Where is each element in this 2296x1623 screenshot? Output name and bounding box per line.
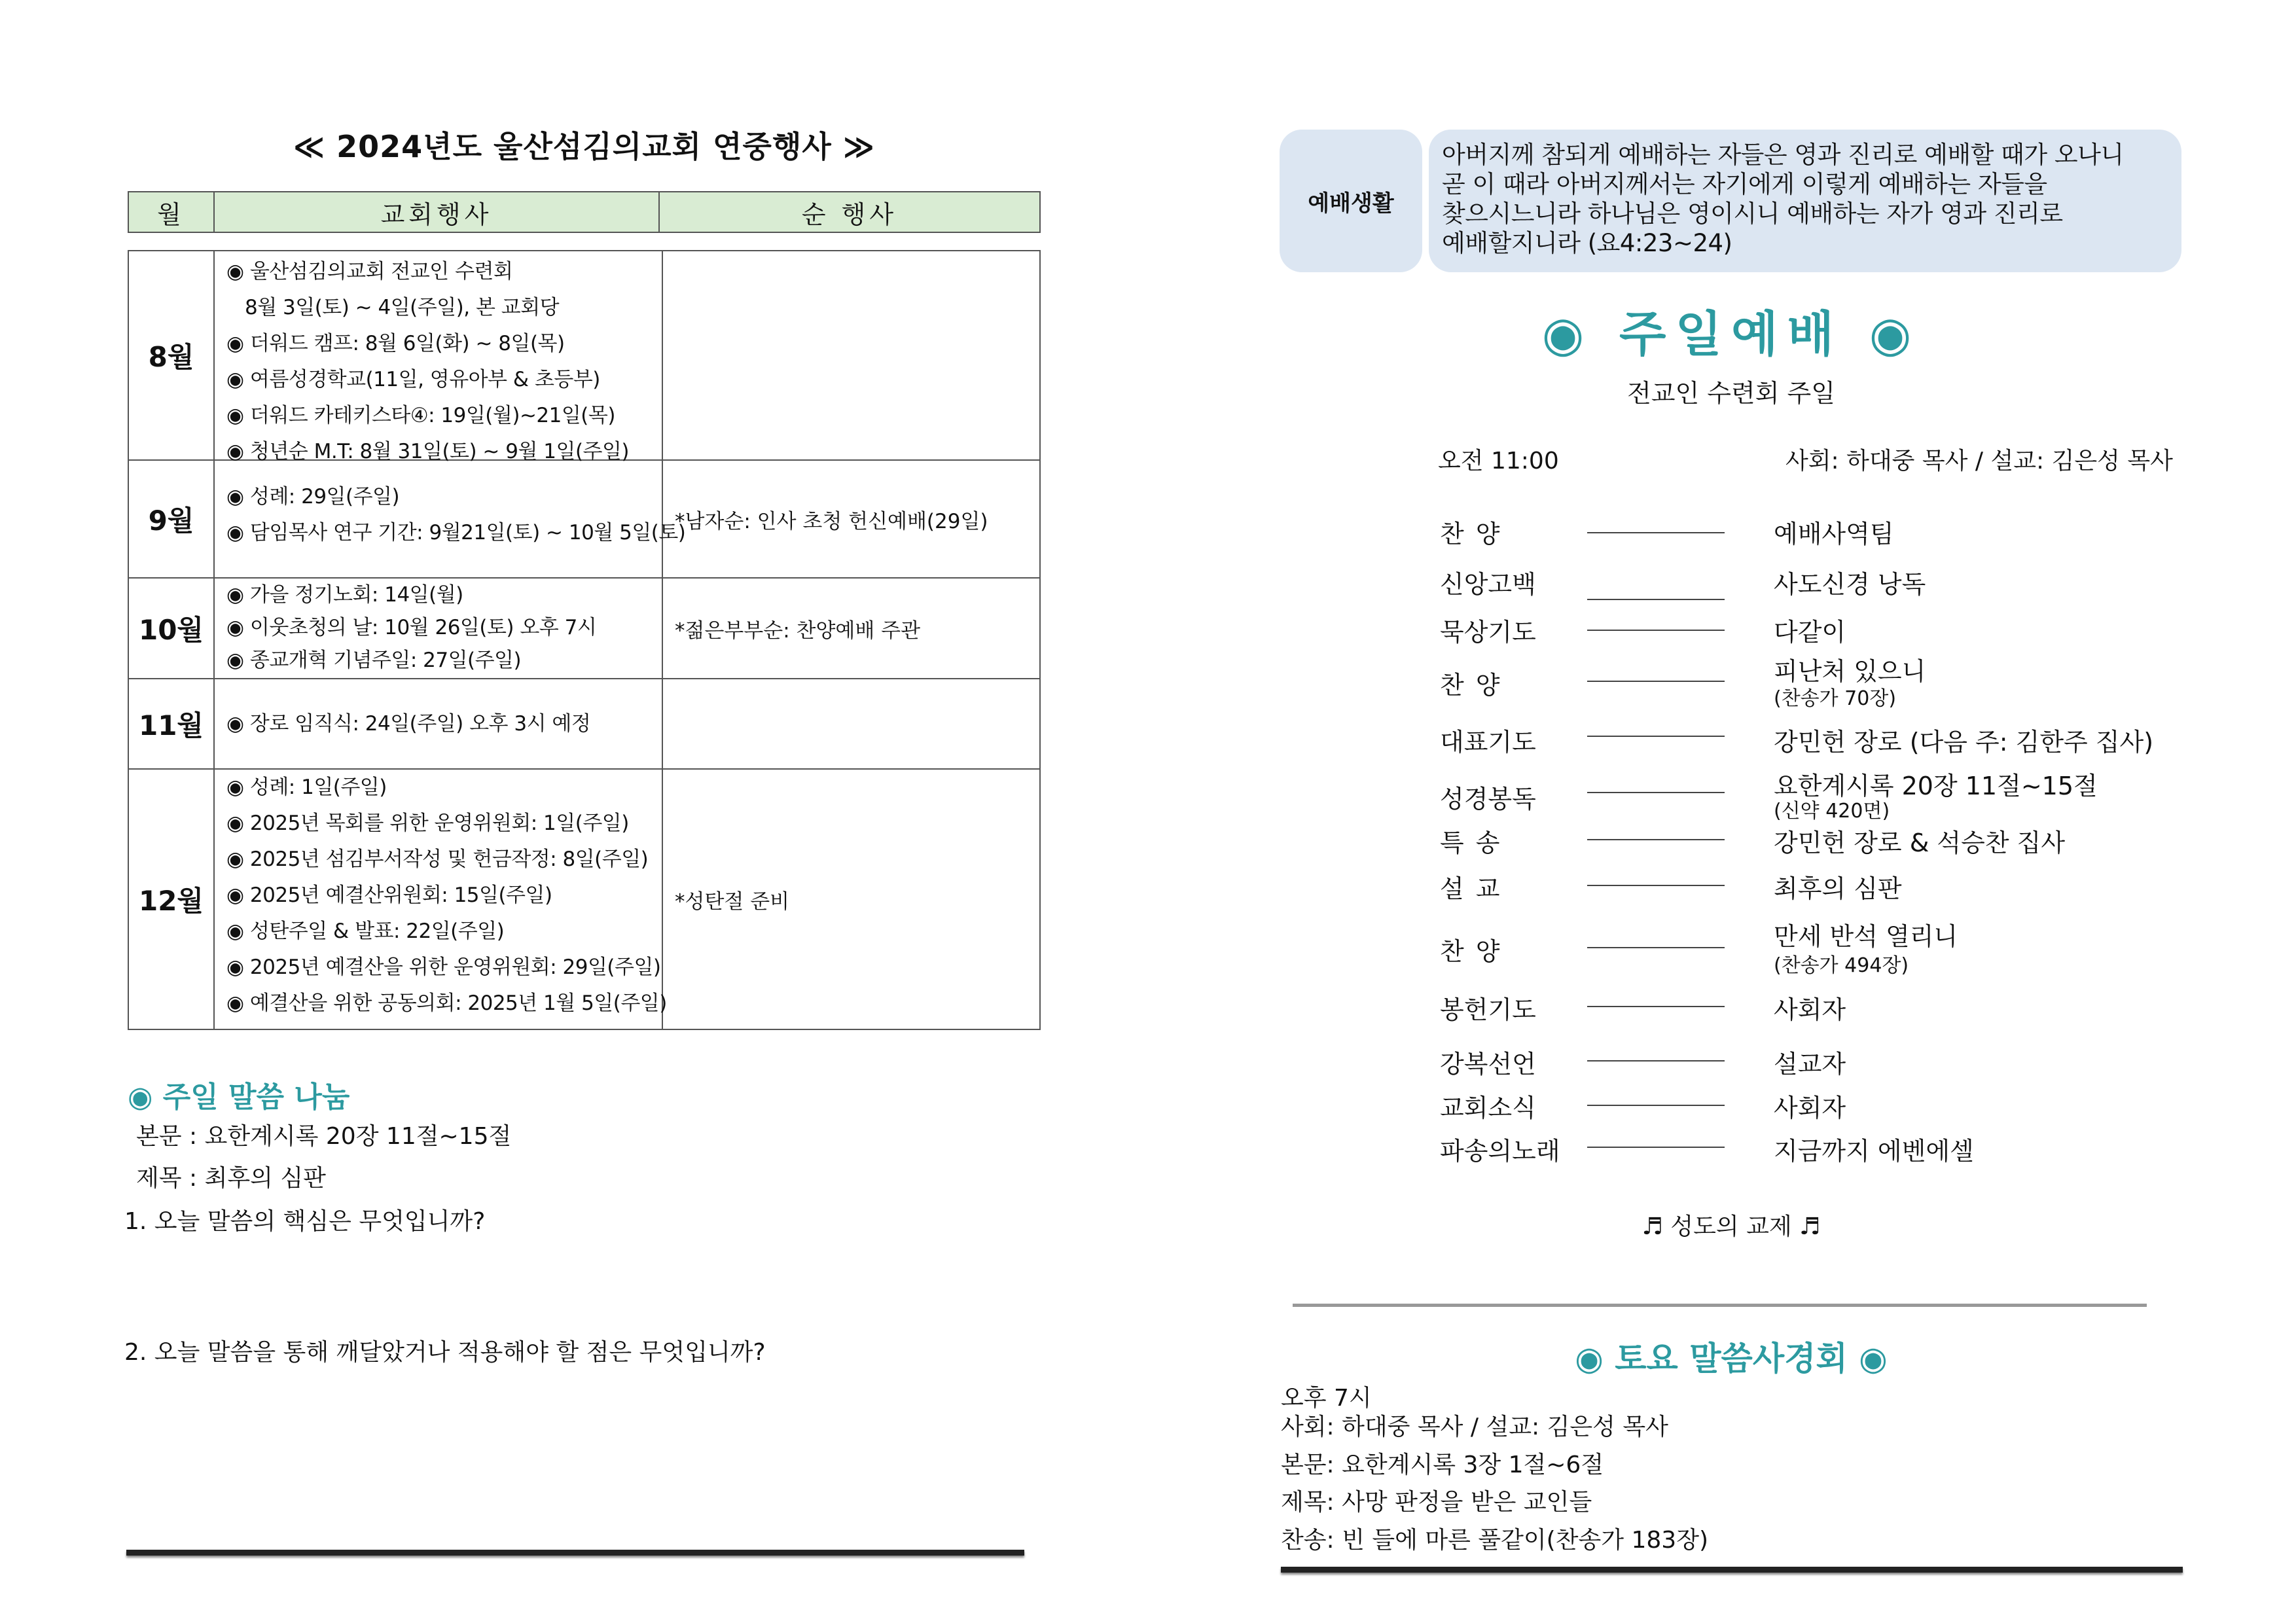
order-item-name: 신앙고백: [1440, 570, 1536, 599]
event-line: ◉ 담임목사 연구 기간: 9월21일(토) ~ 10월 5일(토): [226, 521, 686, 544]
order-dotted-line: [1587, 839, 1725, 840]
sunday-service-subtitle: 전교인 수련회 주일: [1627, 379, 1835, 408]
church-events-cell: [215, 579, 663, 678]
event-line: ◉ 2025년 목회를 위한 운영위원회: 1일(주일): [226, 812, 629, 835]
group-events-cell: *남자순: 인사 초청 헌신예배(29일): [675, 509, 988, 533]
church-events-cell: [215, 251, 663, 463]
saturday-leaders: 사회: 하대중 목사 / 설교: 김은성 목사: [1281, 1414, 1668, 1440]
service-leaders: 사회: 하대중 목사 / 설교: 김은성 목사: [1785, 448, 2173, 474]
event-line: 8월 3일(토) ~ 4일(주일), 본 교회당: [245, 296, 560, 319]
table-row: [129, 577, 1039, 678]
group-events-cell: [663, 251, 1039, 459]
order-item-name: 교회소식: [1440, 1094, 1536, 1122]
saturday-passage: 본문: 요한계시록 3장 1절~6절: [1281, 1452, 1604, 1478]
order-item-note: (신약 420면): [1774, 800, 1890, 823]
left-bottom-divider: [126, 1550, 1024, 1556]
header-month: 월: [129, 192, 215, 232]
verse-line: 곧 이 때라 아버지께서는 자기에게 이렇게 예배하는 자들을: [1442, 170, 2047, 198]
event-line: ◉ 청년순 M.T: 8월 31일(토) ~ 9월 1일(주일): [226, 440, 630, 463]
verse-line: 찾으시느니라 하나님은 영이시니 예배하는 자가 영과 진리로: [1442, 200, 2063, 228]
event-line: ◉ 2025년 섬김부서작성 및 헌금작정: 8일(주일): [226, 847, 649, 871]
order-item-name: 특송: [1440, 829, 1512, 857]
order-item-name: 대표기도: [1440, 728, 1536, 757]
event-line: ◉ 예결산을 위한 공동의회: 2025년 1월 5일(주일): [226, 991, 667, 1015]
sermon-sharing-title: ◉ 주일 말씀 나눔: [128, 1080, 350, 1114]
event-line: ◉ 가을 정기노회: 14일(월): [226, 583, 463, 607]
events-table-header: [128, 191, 1041, 233]
saturday-study-title: ◉ 토요 말씀사경회 ◉: [1575, 1340, 1888, 1378]
saturday-time: 오후 7시: [1281, 1385, 1372, 1412]
group-events-cell: *젊은부부순: 찬양예배 주관: [675, 618, 921, 643]
order-dotted-line: [1587, 1147, 1725, 1148]
order-item-name: 성경봉독: [1440, 785, 1536, 813]
scripture-verse-box: [1429, 130, 2181, 272]
order-dotted-line: [1587, 681, 1725, 682]
month-cell: 11월: [129, 679, 215, 768]
order-item-note: (찬송가 494장): [1774, 954, 1909, 977]
order-item-value: 예배사역팀: [1774, 520, 1894, 548]
order-dotted-line: [1587, 532, 1725, 533]
church-events-cell: [215, 679, 663, 768]
service-time: 오전 11:00: [1438, 448, 1559, 474]
worship-life-label: 예배생활: [1280, 130, 1422, 272]
order-item-name: 찬양: [1440, 520, 1512, 548]
order-dotted-line: [1587, 947, 1725, 948]
church-events-cell: [215, 461, 686, 577]
events-table: [128, 250, 1041, 1030]
order-dotted-line: [1587, 885, 1725, 886]
event-line: ◉ 성탄주일 & 발표: 22일(주일): [226, 919, 505, 943]
header-group-events: 순 행사: [801, 200, 898, 229]
order-item-value: 요한계시록 20장 11절~15절: [1774, 772, 2098, 800]
order-item-value: 강민헌 장로 & 석승찬 집사: [1774, 829, 2066, 857]
verse-line: 아버지께 참되게 예배하는 자들은 영과 진리로 예배할 때가 오나니: [1442, 141, 2124, 169]
event-line: ◉ 여름성경학교(11일, 영유아부 & 초등부): [226, 368, 600, 391]
right-bottom-divider: [1281, 1567, 2183, 1573]
sharing-subject: 제목 : 최후의 심판: [136, 1165, 326, 1192]
sharing-passage: 본문 : 요한계시록 20장 11절~15절: [136, 1123, 512, 1150]
order-dotted-line: [1587, 630, 1725, 631]
event-line: ◉ 성례: 29일(주일): [226, 485, 400, 508]
order-item-value: 사도신경 낭독: [1774, 570, 1926, 599]
order-item-value: 설교자: [1774, 1050, 1846, 1079]
event-line: ◉ 이웃초청의 날: 10월 26일(토) 오후 7시: [226, 616, 597, 639]
order-item-note: (찬송가 70장): [1774, 687, 1897, 710]
event-line: ◉ 더워드 카테키스타④: 19일(월)~21일(목): [226, 404, 615, 427]
order-item-name: 강복선언: [1440, 1050, 1536, 1079]
group-events-cell: [663, 679, 1039, 768]
fellowship-note: ♬ 성도의 교제 ♬: [1641, 1213, 1821, 1240]
order-dotted-line: [1587, 736, 1725, 737]
order-item-value: 피난처 있으니: [1774, 657, 1926, 686]
order-item-value: 강민헌 장로 (다음 주: 김한주 집사): [1774, 728, 2154, 757]
order-item-value: 사회자: [1774, 1094, 1846, 1122]
church-events-cell: [215, 770, 667, 1029]
order-item-name: 찬양: [1440, 937, 1512, 966]
order-item-name: 설교: [1440, 874, 1512, 903]
order-dotted-line: [1587, 792, 1725, 793]
right-divider: [1293, 1304, 2147, 1307]
event-line: ◉ 2025년 예결산위원회: 15일(주일): [226, 883, 552, 907]
saturday-subject: 제목: 사망 판정을 받은 교인들: [1281, 1489, 1592, 1516]
event-line: ◉ 2025년 예결산을 위한 운영위원회: 29일(주일): [226, 955, 661, 979]
order-item-value: 만세 반석 열리니: [1774, 922, 1958, 951]
verse-line: 예배할지니라 (요4:23~24): [1442, 229, 1732, 257]
sunday-service-title: ◉ 주일예배 ◉: [1541, 306, 1921, 363]
event-line: ◉ 장로 임직식: 24일(주일) 오후 3시 예정: [226, 711, 591, 736]
order-item-value: 다같이: [1774, 618, 1846, 647]
order-dotted-line: [1587, 599, 1725, 600]
order-item-name: 파송의노래: [1440, 1137, 1560, 1166]
table-row: [129, 678, 1039, 768]
header-church-events: 교회행사: [215, 192, 660, 232]
order-item-name: 묵상기도: [1440, 618, 1536, 647]
group-events-cell: *성탄절 준비: [675, 889, 790, 914]
month-cell: 9월: [129, 461, 215, 577]
event-line: ◉ 성례: 1일(주일): [226, 776, 387, 799]
order-item-value: 사회자: [1774, 995, 1846, 1024]
sharing-question-2: 2. 오늘 말씀을 통해 깨달았거나 적용해야 할 점은 무엇입니까?: [124, 1339, 766, 1366]
month-cell: 8월: [129, 251, 215, 459]
order-item-name: 찬양: [1440, 671, 1512, 700]
table-row: [129, 251, 1039, 463]
saturday-hymn: 찬송: 빈 들에 마른 풀같이(찬송가 183장): [1281, 1527, 1709, 1554]
yearly-events-title: ≪ 2024년도 울산섬김의교회 연중행사 ≫: [293, 129, 876, 164]
table-row: [129, 459, 1039, 577]
sharing-question-1: 1. 오늘 말씀의 핵심은 무엇입니까?: [124, 1208, 486, 1235]
order-item-name: 봉헌기도: [1440, 995, 1536, 1024]
month-cell: 12월: [129, 770, 215, 1029]
event-line: ◉ 종교개혁 기념주일: 27일(주일): [226, 649, 522, 672]
table-row: [129, 768, 1039, 1029]
order-dotted-line: [1587, 1060, 1725, 1061]
event-line: ◉ 더워드 캠프: 8월 6일(화) ~ 8일(목): [226, 332, 565, 355]
order-item-value: 최후의 심판: [1774, 874, 1902, 903]
order-dotted-line: [1587, 1105, 1725, 1106]
order-dotted-line: [1587, 1006, 1725, 1007]
event-line: ◉ 울산섬김의교회 전교인 수련회: [226, 260, 513, 283]
month-cell: 10월: [129, 579, 215, 678]
order-item-value: 지금까지 에벤에셀: [1774, 1137, 1974, 1166]
